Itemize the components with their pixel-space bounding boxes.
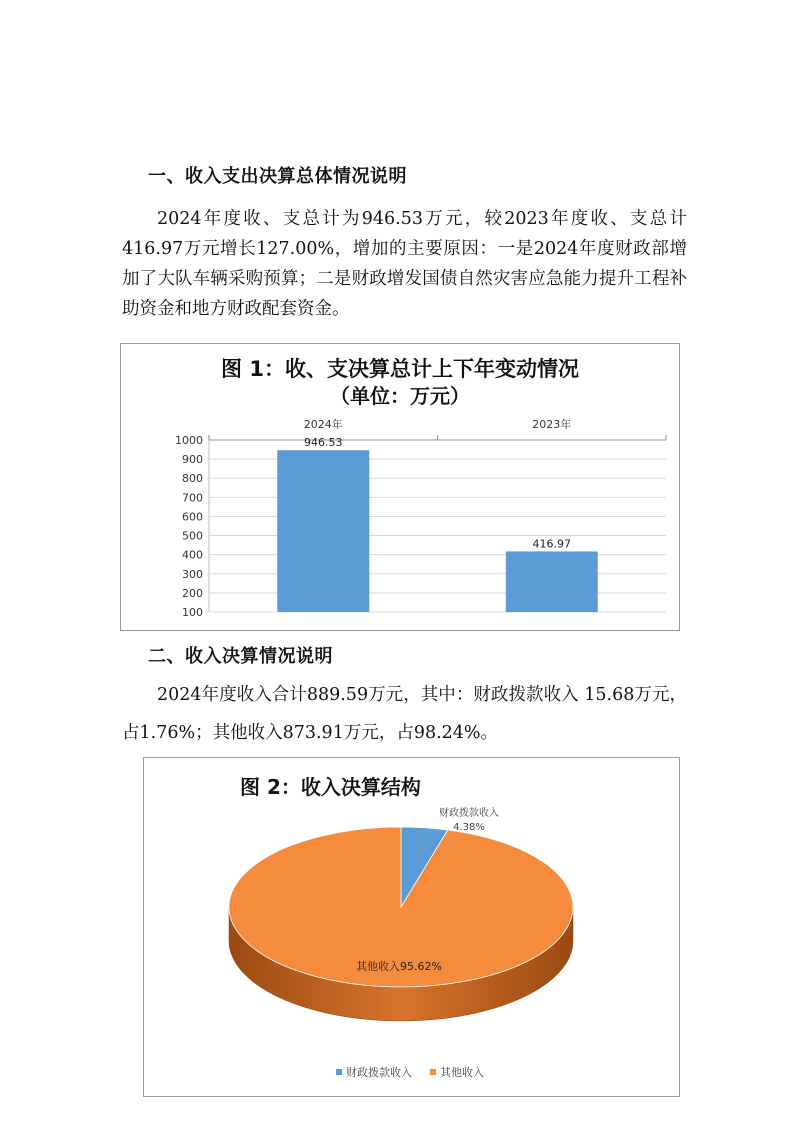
bar-y-tick-label: 900 <box>182 453 203 467</box>
bar-y-tick-label: 400 <box>182 548 203 562</box>
bar-2 <box>506 551 598 612</box>
pie-legend-swatch-1 <box>336 1069 342 1075</box>
bar-1 <box>277 450 369 612</box>
bar-y-tick-label: 800 <box>182 472 203 486</box>
bar-y-tick-label: 600 <box>182 510 203 524</box>
pie-data-label-1-value: 4.38% <box>453 822 485 833</box>
section1-heading: 一、收入支出决算总体情况说明 <box>148 166 407 187</box>
bar-y-tick-label: 200 <box>182 586 203 600</box>
bar-y-tick-label: 300 <box>182 567 203 581</box>
bar-chart-subtitle: （单位：万元） <box>330 384 470 408</box>
section2-heading: 二、收入决算情况说明 <box>148 646 333 667</box>
pie-legend-label-2: 其他收入 <box>440 1066 484 1079</box>
pie-legend-swatch-2 <box>430 1069 436 1075</box>
pie-legend-label-1: 财政拨款收入 <box>346 1066 412 1079</box>
section1-paragraph: 2024年度收、支总计为946.53万元，较2023年度收、支总计416.97万元增长127.00%，增加的主要原因：一是2024年度财政部增加了大队车辆采购预算；二是财政增发国债自然灾害应急能力提升工程补助资金和地方财政配套资金。 <box>122 209 687 319</box>
bar-chart <box>121 344 679 630</box>
bar-category-label: 2023年 <box>532 418 572 431</box>
bar-chart-title: 图 1：收、支决算总计上下年变动情况 <box>221 357 579 381</box>
bar-data-label: 946.53 <box>304 436 343 450</box>
pie-data-label-1-name: 财政拨款收入 <box>439 808 499 819</box>
bar-category-label: 2024年 <box>303 418 343 431</box>
pie-chart-title: 图 2：收入决算结构 <box>240 775 421 799</box>
pie-chart <box>144 758 679 1096</box>
bar-y-tick-label: 700 <box>182 491 203 505</box>
bar-data-label: 416.97 <box>532 537 571 551</box>
bar-y-tick-label: 1000 <box>175 434 203 447</box>
bar-y-tick-label: 500 <box>182 529 203 543</box>
bar-chart-frame <box>120 343 680 631</box>
bar-y-tick-label: 100 <box>182 606 203 619</box>
pie-data-label-2: 其他收入95.62% <box>356 960 442 973</box>
section2-paragraph: 2024年度收入合计889.59万元，其中：财政拨款收入 15.68万元，占1.76%；其他收入873.91万元，占98.24%。 <box>122 685 687 743</box>
pie-chart-frame <box>143 757 680 1097</box>
